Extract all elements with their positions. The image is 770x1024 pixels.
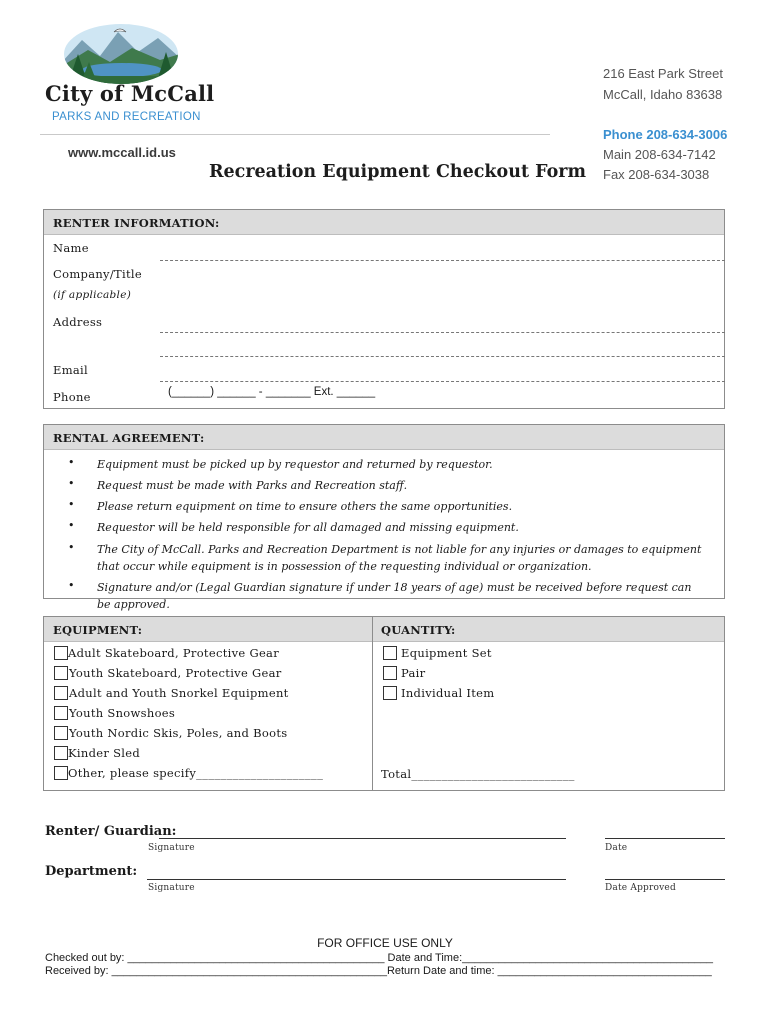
checked-out-row[interactable]: Checked out by: __________________________________________ Date and Time:_________________________________________ [45, 952, 713, 964]
agreement-item-text: Request must be made with Parks and Recreation staff. [97, 479, 408, 492]
nordic-skis-label: Youth Nordic Skis, Poles, and Boots [69, 726, 288, 740]
renter-signature-line[interactable] [159, 838, 566, 839]
bullet: • [68, 541, 75, 554]
pair-label: Pair [401, 666, 426, 680]
youth-snowshoes-checkbox[interactable] [54, 706, 68, 720]
address-city: McCall, Idaho 83638 [603, 87, 723, 102]
city-name: City of McCall [45, 81, 215, 106]
header-divider [40, 134, 550, 135]
renter-information-section [43, 209, 725, 409]
renter-date-line[interactable] [605, 838, 725, 839]
email-label: Email [53, 363, 89, 377]
renter-guardian-label: Renter/ Guardian: [45, 824, 177, 839]
company-label: Company/Title [53, 267, 142, 281]
individual-item-label: Individual Item [401, 686, 495, 700]
company-note: (if applicable) [53, 289, 132, 301]
equipment-heading: EQUIPMENT: [53, 623, 143, 637]
website-url: www.mccall.id.us [68, 145, 176, 160]
individual-item-checkbox[interactable] [383, 686, 397, 700]
youth-snowshoes-label: Youth Snowshoes [69, 706, 176, 720]
youth-skateboard-checkbox[interactable] [54, 666, 68, 680]
bullet: • [68, 477, 75, 490]
kinder-sled-checkbox[interactable] [54, 746, 68, 760]
name-label: Name [53, 241, 89, 255]
pair-checkbox[interactable] [383, 666, 397, 680]
office-use-heading: FOR OFFICE USE ONLY [317, 936, 453, 950]
department-signature-line[interactable] [147, 879, 566, 880]
column-divider [372, 617, 373, 790]
received-row[interactable]: Received by: _____________________________________________Return Date and time: ___________________________________ [45, 965, 712, 977]
rental-agreement-heading: RENTAL AGREEMENT: [44, 425, 724, 450]
address-label: Address [53, 315, 103, 329]
department-label: Department: [45, 864, 138, 879]
equipment-set-label: Equipment Set [401, 646, 492, 660]
agreement-item-text: Requestor will be held responsible for all damaged and missing equipment. [97, 521, 519, 534]
bullet: • [68, 456, 75, 469]
bullet: • [68, 498, 75, 511]
snorkel-equipment-checkbox[interactable] [54, 686, 68, 700]
snorkel-equipment-label: Adult and Youth Snorkel Equipment [69, 686, 289, 700]
equipment-section [43, 616, 725, 791]
name-field[interactable] [160, 260, 725, 261]
phone-number: Phone 208-634-3006 [603, 127, 728, 142]
email-field[interactable] [160, 381, 725, 382]
youth-skateboard-label: Youth Skateboard, Protective Gear [69, 666, 282, 680]
other-equipment-checkbox[interactable] [54, 766, 68, 780]
agreement-item-text: Signature and/or (Legal Guardian signature if under 18 years of age) must be received before request can be approved. [97, 581, 692, 611]
phone-field[interactable]: (______) ______ - _______ Ext. ______ [168, 386, 376, 398]
bullet: • [68, 519, 75, 532]
date-approved-line[interactable] [605, 879, 725, 880]
form-title: Recreation Equipment Checkout Form [209, 162, 586, 182]
nordic-skis-checkbox[interactable] [54, 726, 68, 740]
agreement-item-text: The City of McCall. Parks and Recreation Department is not liable for any injuries or damages to equipment that occur while equipment is in possession of the requesting individual or organization. [97, 543, 702, 573]
quantity-heading: QUANTITY: [381, 623, 456, 637]
adult-skateboard-label: Adult Skateboard, Protective Gear [68, 646, 279, 660]
renter-signature-caption: Signature [148, 843, 195, 853]
main-number: Main 208-634-7142 [603, 147, 716, 162]
renter-information-heading: RENTER INFORMATION: [44, 210, 724, 235]
adult-skateboard-checkbox[interactable] [54, 646, 68, 660]
total-field[interactable]: Total___________________________ [381, 767, 575, 781]
address-field-line-2[interactable] [160, 356, 725, 357]
fax-number: Fax 208-634-3038 [603, 167, 710, 182]
agreement-item-text: Equipment must be picked up by requestor and returned by requestor. [97, 458, 493, 471]
address-street: 216 East Park Street [603, 66, 723, 81]
department-signature-caption: Signature [148, 883, 195, 893]
agreement-item-text: Please return equipment on time to ensure others the same opportunities. [97, 500, 513, 513]
equipment-set-checkbox[interactable] [383, 646, 397, 660]
department-name: PARKS AND RECREATION [52, 111, 201, 123]
bullet: • [68, 579, 75, 592]
equipment-heading-bar [44, 617, 724, 642]
phone-label: Phone [53, 390, 91, 404]
renter-date-caption: Date [605, 843, 628, 853]
date-approved-caption: Date Approved [605, 883, 676, 893]
other-equipment-label[interactable]: Other, please specify_____________________ [68, 766, 324, 780]
city-logo [62, 18, 180, 84]
address-field-line-1[interactable] [160, 332, 725, 333]
kinder-sled-label: Kinder Sled [68, 746, 141, 760]
